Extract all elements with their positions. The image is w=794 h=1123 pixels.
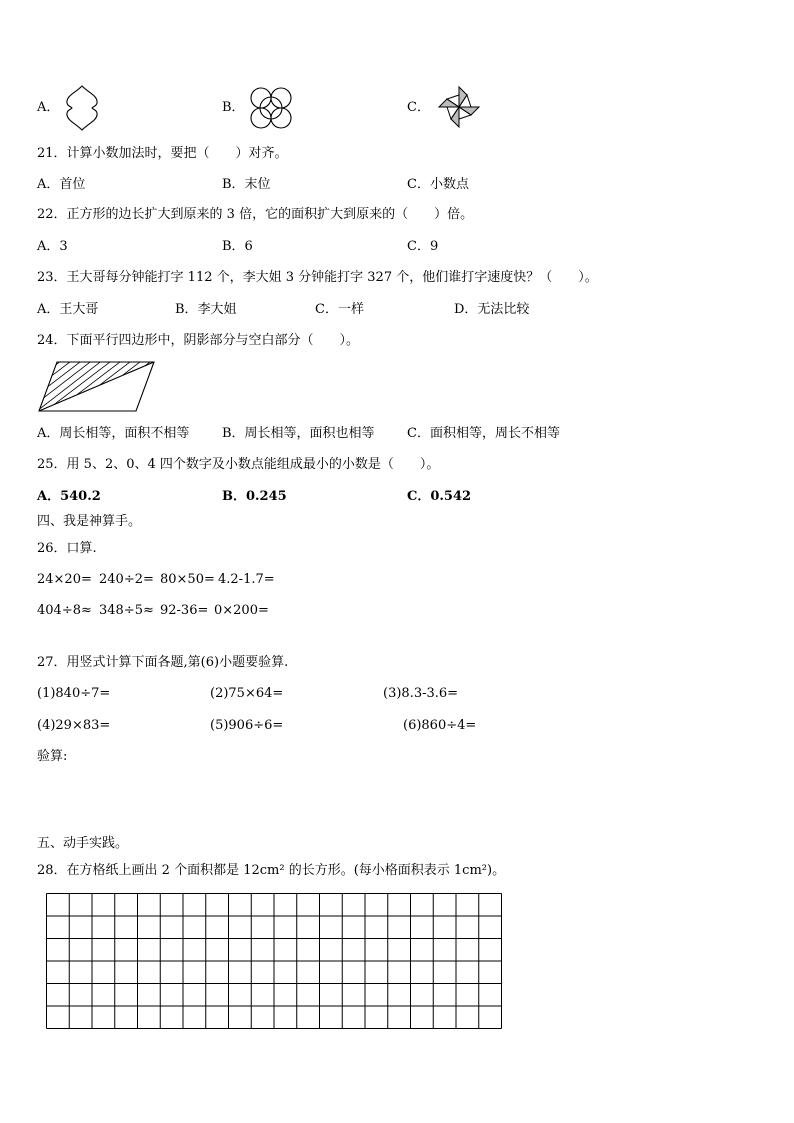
- q21-option-b[interactable]: B．末位: [222, 177, 271, 192]
- q26-item: 80×50=: [160, 572, 215, 587]
- q27-item: (4)29×83=: [37, 718, 111, 733]
- q27-check-label: 验算:: [37, 749, 68, 764]
- q20-option-b-label: B．: [222, 100, 245, 115]
- q26-item: 24×20=: [37, 572, 92, 587]
- q23-option-d[interactable]: D．无法比较: [454, 302, 530, 317]
- section-4-title: 四、我是神算手。: [37, 514, 142, 529]
- q26-item: 348÷5≈: [99, 603, 154, 618]
- q20-option-c-label: C．: [407, 100, 430, 115]
- q24-stem: 24．下面平行四边形中，阴影部分与空白部分（ ）。: [37, 333, 360, 348]
- q25-option-a[interactable]: A．540.2: [37, 489, 101, 504]
- q23-option-b[interactable]: B．李大姐: [175, 302, 237, 317]
- q27-item: (1)840÷7=: [37, 686, 111, 701]
- q22-option-a[interactable]: A．3: [37, 239, 68, 254]
- q22-option-b[interactable]: B．6: [222, 239, 253, 254]
- q26-item: 240÷2=: [99, 572, 154, 587]
- q27-item: (3)8.3-3.6=: [383, 686, 459, 701]
- q21-option-a[interactable]: A．首位: [37, 177, 86, 192]
- q20-option-a-label: A．: [37, 100, 60, 115]
- q26-item: 404÷8≈: [37, 603, 92, 618]
- q23-option-c[interactable]: C．一样: [315, 302, 364, 317]
- q23-stem: 23．王大哥每分钟能打字 112 个，李大姐 3 分钟能打字 327 个，他们谁打字速度快？（ ）。: [37, 270, 598, 285]
- q26-stem: 26．口算.: [37, 541, 97, 556]
- q25-option-b[interactable]: B．0.245: [222, 489, 287, 504]
- symmetric-vase-figure: [62, 85, 102, 131]
- q27-item: (2)75×64=: [210, 686, 284, 701]
- q26-item: 4.2-1.7=: [218, 572, 275, 587]
- q25-option-c[interactable]: C．0.542: [407, 489, 472, 504]
- q26-item: 92-36=: [160, 603, 209, 618]
- square-grid-paper[interactable]: [46, 893, 502, 1029]
- q27-stem: 27．用竖式计算下面各题,第(6)小题要验算.: [37, 655, 289, 670]
- section-5-title: 五、动手实践。: [37, 836, 129, 851]
- q27-item: (5)906÷6=: [210, 718, 284, 733]
- q25-stem: 25．用 5、2、0、4 四个数字及小数点能组成最小的小数是（ ）。: [37, 457, 440, 472]
- q21-option-c[interactable]: C．小数点: [407, 177, 469, 192]
- q21-stem: 21．计算小数加法时，要把（ ）对齐。: [37, 146, 288, 161]
- q24-option-c[interactable]: C．面积相等，周长不相等: [407, 426, 560, 441]
- q26-item: 0×200=: [214, 603, 269, 618]
- q23-option-a[interactable]: A．王大哥: [37, 302, 99, 317]
- q28-stem: 28．在方格纸上画出 2 个面积都是 12cm² 的长方形。(每小格面积表示 1cm²)。: [37, 863, 506, 878]
- q24-option-b[interactable]: B．周长相等，面积也相等: [222, 426, 375, 441]
- q22-option-c[interactable]: C．9: [407, 239, 439, 254]
- q27-item: (6)860÷4=: [403, 718, 477, 733]
- four-circles-flower-figure: [247, 84, 295, 132]
- parallelogram-shaded-figure: [37, 361, 157, 413]
- pinwheel-figure: [435, 83, 483, 131]
- q24-option-a[interactable]: A．周长相等，面积不相等: [37, 426, 190, 441]
- q22-stem: 22．正方形的边长扩大到原来的 3 倍，它的面积扩大到原来的（ ）倍。: [37, 207, 474, 222]
